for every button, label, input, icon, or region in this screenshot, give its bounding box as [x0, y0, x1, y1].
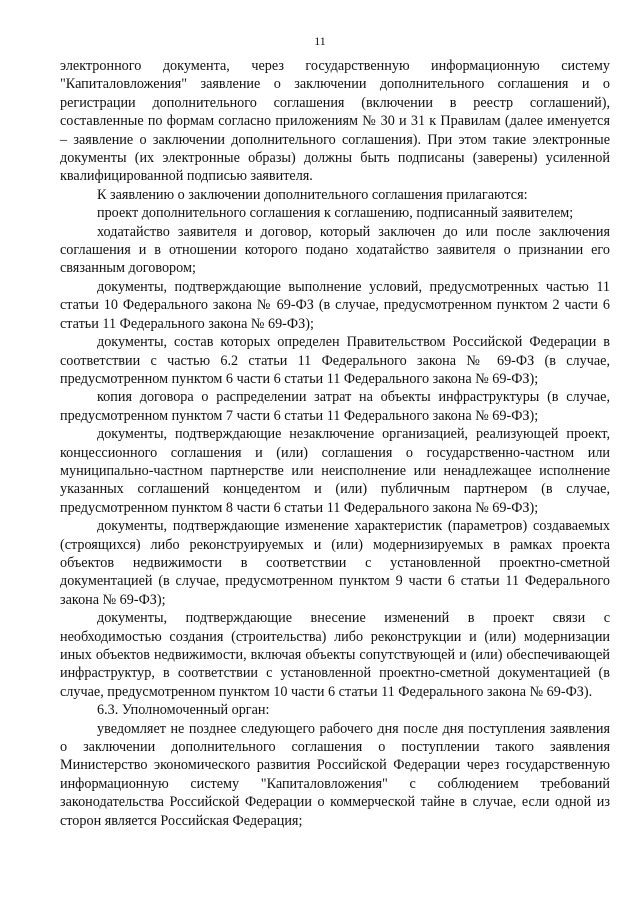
paragraph-attachments-intro: К заявлению о заключении дополнительного соглашения прилагаются:	[97, 186, 528, 203]
paragraph-list-item: документы, состав которых определен Правительством Российской Федерации в соответствии с частью 6.2 статьи 11 Федерального закона № 69-ФЗ (в случае, предусмотренном пунктом 6 части 6 статьи 11 Федерального закона № 69-ФЗ);	[60, 334, 610, 387]
paragraph-list-item: документы, подтверждающие выполнение условий, предусмотренных частью 11 статьи 10 Федерального закона № 69-ФЗ (в случае, предусмотренном пунктом 2 части 6 статьи 11 Федерального закона № 69-ФЗ);	[60, 278, 610, 332]
page-number: 11	[314, 34, 326, 48]
paragraph-list-item: документы, подтверждающие изменение характеристик (параметров) создаваемых (строящихся) либо реконструируемых и (или) модернизируемых в рамках проекта объектов недвижимости в соответствии с установленной проектно-сметной документацией (в случае, предусмотренном пунктом 9 части 6 статьи 11 Федерального закона № 69-ФЗ);	[60, 518, 610, 608]
paragraph-list-item: проект дополнительного соглашения к соглашению, подписанный заявителем;	[97, 205, 574, 222]
paragraph-list-item: уведомляет не позднее следующего рабочего дня после дня поступления заявления о заключении дополнительного соглашения о поступлении такого заявления Министерство экономического развития Российской Федерации через государственную информационную систему "Капиталовложения" с соблюдением требований законодательства Российской Федерации о коммерческой тайне в случае, если одной из сторон является Российская Федерация;	[60, 720, 610, 829]
paragraph-section-heading: 6.3. Уполномоченный орган:	[97, 702, 270, 719]
paragraph-list-item: копия договора о распределении затрат на объекты инфраструктуры (в случае, предусмотренном пунктом 7 части 6 статьи 11 Федерального закона № 69-ФЗ);	[60, 389, 610, 424]
paragraph-list-item: документы, подтверждающие незаключение организацией, реализующей проект, концессионного соглашения и (или) соглашения о государственно-частном или муниципально-частном партнерстве или неисполнение или ненадлежащее исполнение указанных соглашений концедентом и (или) публичным партнером (в случае, предусмотренном пунктом 8 части 6 статьи 11 Федерального закона № 69-ФЗ);	[60, 426, 610, 516]
paragraph-list-item: ходатайство заявителя и договор, который заключен до или после заключения соглашения и в отношении которого подано ходатайство заявителя о признании его связанным договором;	[60, 223, 610, 277]
document-body	[60, 0, 610, 830]
paragraph-list-item: документы, подтверждающие внесение изменений в проект связи с необходимостью создания (строительства) либо реконструкции и (или) модернизации иных объектов недвижимости, включая объекты сопутствующей и (или) обеспечивающей инфраструктур, в соответствии с установленной проектно-сметной документацией (в случае, предусмотренном пунктом 10 части 6 статьи 11 Федерального закона № 69-ФЗ).	[60, 610, 610, 700]
paragraph-continuation: электронного документа, через государственную информационную систему "Капиталовложения" заявление о заключении дополнительного соглашения и о регистрации дополнительного соглашения (включении в реестр соглашений), составленные по формам согласно приложениям № 30 и 31 к Правилам (далее именуется – заявление о заключении дополнительного соглашения). При этом такие электронные документы (их электронные образы) должны быть подписаны (заверены) усиленной квалифицированной подписью заявителя.	[60, 58, 610, 185]
